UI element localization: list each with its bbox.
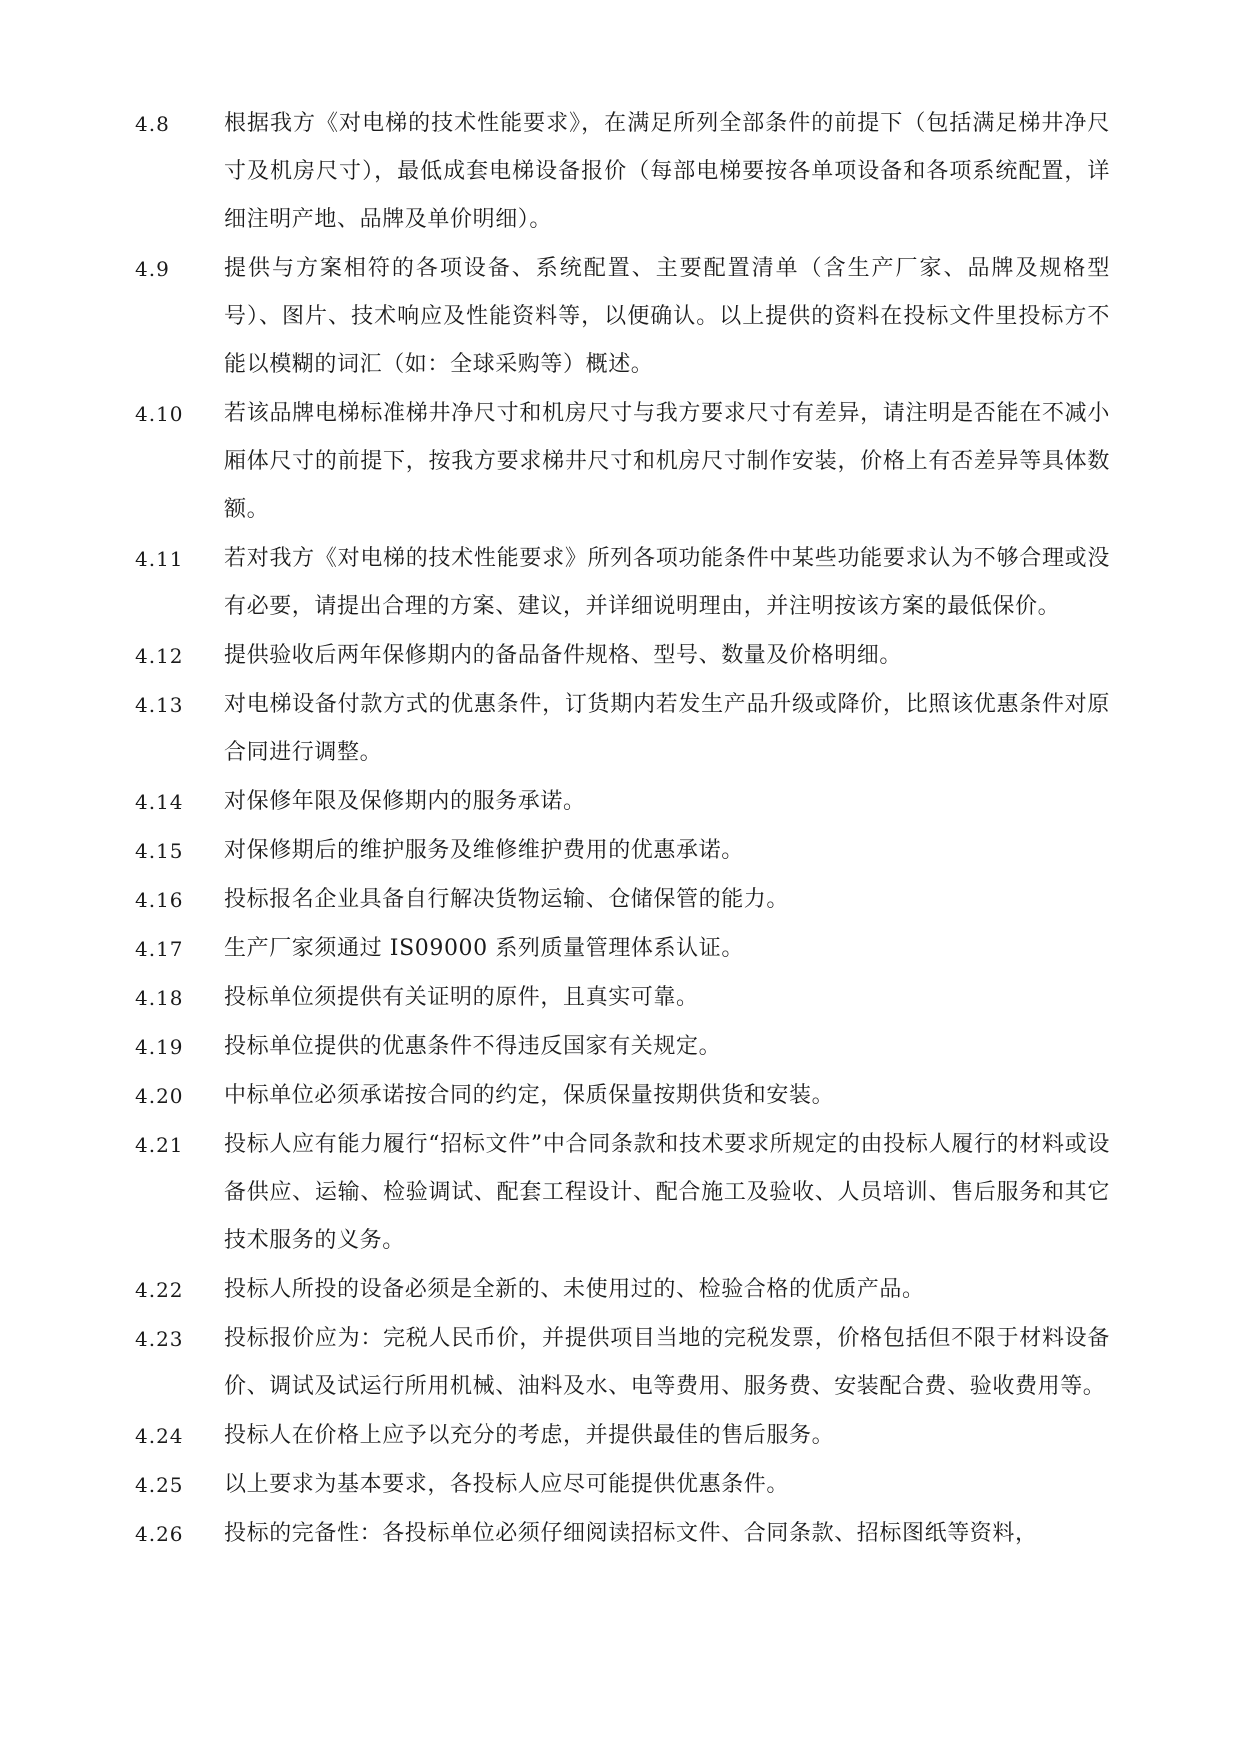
clause-item (135, 632, 1110, 680)
clause-item (135, 1023, 1110, 1071)
clause-text: 对保修期后的维护服务及维修维护费用的优惠承诺。 (224, 838, 744, 863)
clause-number: 4.25 (135, 1473, 184, 1497)
clause-item (135, 1510, 1110, 1558)
clause-item (135, 1412, 1110, 1460)
clause-number: 4.14 (135, 790, 184, 814)
clause-item (135, 925, 1110, 973)
clause-item (135, 100, 1110, 244)
clause-text: 投标单位提供的优惠条件不得违反国家有关规定。 (224, 1034, 722, 1059)
clause-text: 投标人应有能力履行“招标文件”中合同条款和技术要求所规定的由投标人履行的材料或设备供应、运输、检验调试、配套工程设计、配合施工及验收、人员培训、售后服务和其它技术服务的义务。 (224, 1132, 1110, 1253)
clause-number: 4.17 (135, 937, 184, 961)
clause-item (135, 974, 1110, 1022)
clause-text: 提供与方案相符的各项设备、系统配置、主要配置清单（含生产厂家、品牌及规格型号）、图片、技术响应及性能资料等，以便确认。以上提供的资料在投标文件里投标方不能以模糊的词汇（如：全球采购等）概述。 (224, 256, 1110, 377)
clause-number: 4.16 (135, 888, 184, 912)
clause-text: 投标报价应为：完税人民币价，并提供项目当地的完税发票，价格包括但不限于材料设备价、调试及试运行所用机械、油料及水、电等费用、服务费、安装配合费、验收费用等。 (224, 1326, 1110, 1399)
clause-number: 4.9 (135, 257, 170, 281)
clause-item (135, 681, 1110, 777)
clause-item (135, 876, 1110, 924)
clause-item (135, 1266, 1110, 1314)
clause-item (135, 245, 1110, 389)
clause-text: 投标的完备性：各投标单位必须仔细阅读招标文件、合同条款、招标图纸等资料， (224, 1521, 1038, 1546)
clause-item (135, 1315, 1110, 1411)
clause-text: 投标报名企业具备自行解决货物运输、仓储保管的能力。 (224, 887, 790, 912)
clause-text: 中标单位必须承诺按合同的约定，保质保量按期供货和安装。 (224, 1083, 835, 1108)
clause-number: 4.11 (135, 547, 184, 571)
clause-number: 4.21 (135, 1133, 184, 1157)
clause-text: 提供验收后两年保修期内的备品备件规格、型号、数量及价格明细。 (224, 643, 903, 668)
clause-number: 4.13 (135, 693, 184, 717)
clause-number: 4.24 (135, 1424, 184, 1448)
clause-text: 对保修年限及保修期内的服务承诺。 (224, 789, 586, 814)
clause-text: 生产厂家须通过 IS09000 系列质量管理体系认证。 (224, 936, 744, 961)
clause-number: 4.10 (135, 402, 184, 426)
clause-text: 若该品牌电梯标准梯井净尺寸和机房尺寸与我方要求尺寸有差异，请注明是否能在不减小厢体尺寸的前提下，按我方要求梯井尺寸和机房尺寸制作安装，价格上有否差异等具体数额。 (224, 401, 1110, 522)
clause-number: 4.8 (135, 112, 170, 136)
clause-text: 投标人所投的设备必须是全新的、未使用过的、检验合格的优质产品。 (224, 1277, 925, 1302)
clause-number: 4.18 (135, 986, 184, 1010)
clause-item (135, 778, 1110, 826)
clause-item (135, 1121, 1110, 1265)
clause-number: 4.12 (135, 644, 184, 668)
clause-number: 4.19 (135, 1035, 184, 1059)
clause-list (135, 100, 1110, 1559)
clause-item (135, 827, 1110, 875)
clause-number: 4.23 (135, 1327, 184, 1351)
clause-number: 4.26 (135, 1522, 184, 1546)
clause-number: 4.20 (135, 1084, 184, 1108)
clause-text: 投标人在价格上应予以充分的考虑，并提供最佳的售后服务。 (224, 1423, 835, 1448)
clause-text: 投标单位须提供有关证明的原件，且真实可靠。 (224, 985, 699, 1010)
clause-item (135, 1461, 1110, 1509)
clause-number: 4.22 (135, 1278, 184, 1302)
clause-text: 对电梯设备付款方式的优惠条件，订货期内若发生产品升级或降价，比照该优惠条件对原合同进行调整。 (224, 692, 1110, 765)
clause-text: 若对我方《对电梯的技术性能要求》所列各项功能条件中某些功能要求认为不够合理或没有必要，请提出合理的方案、建议，并详细说明理由，并注明按该方案的最低保价。 (224, 546, 1110, 619)
clause-item (135, 535, 1110, 631)
clause-item (135, 1072, 1110, 1120)
clause-text: 根据我方《对电梯的技术性能要求》，在满足所列全部条件的前提下（包括满足梯井净尺寸及机房尺寸），最低成套电梯设备报价（每部电梯要按各单项设备和各项系统配置，详细注明产地、品牌及单价明细）。 (224, 111, 1110, 232)
clause-number: 4.15 (135, 839, 184, 863)
clause-item (135, 390, 1110, 534)
clause-text: 以上要求为基本要求，各投标人应尽可能提供优惠条件。 (224, 1472, 790, 1497)
